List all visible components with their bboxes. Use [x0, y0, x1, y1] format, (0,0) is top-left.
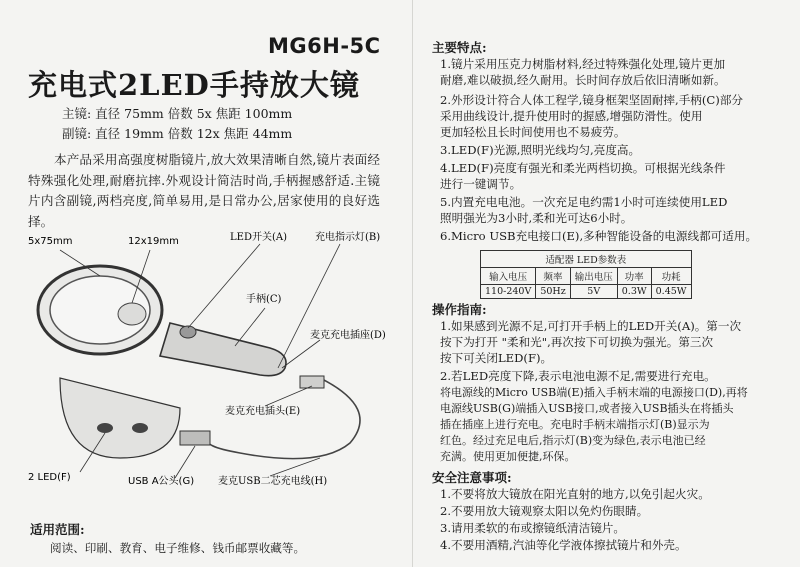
- product-diagram: [20, 228, 410, 518]
- feature-line: 3.LED(F)光源,照明光线均匀,亮度高。: [440, 143, 641, 157]
- feature-line: 照明强光为3小时,柔和光可达6小时。: [440, 211, 633, 225]
- operation-line: 2.若LED亮度下降,表示电池电源不足,需要进行充电。: [440, 369, 716, 383]
- features-heading: 主要特点:: [432, 40, 487, 55]
- label-charge-socket: 麦克充电插座(D): [310, 330, 386, 341]
- operation-line: 1.如果感到光源不足,可打开手柄上的LED开关(A)。第一次: [440, 319, 742, 333]
- operation-heading: 操作指南:: [432, 302, 487, 317]
- safety-line: 3.请用柔软的布或擦镜纸清洁镜片。: [440, 521, 625, 535]
- led-1: [97, 423, 113, 433]
- feature-line: 5.内置充电电池。一次充足电约需1小时可连续使用LED: [440, 195, 728, 209]
- led-parameter-table: [480, 250, 692, 299]
- feature-line: 2.外形设计符合人体工程学,镜身框架坚固耐摔,手柄(C)部分: [440, 93, 744, 107]
- table-header: 功耗: [651, 268, 691, 285]
- table-header: 功率: [617, 268, 651, 285]
- led-2: [132, 423, 148, 433]
- label-led-switch: LED开关(A): [230, 232, 287, 243]
- label-usb-a: USB A公头(G): [128, 476, 195, 487]
- feature-line: 采用曲线设计,提升使用时的握感,增强防滑性。使用: [440, 109, 703, 123]
- operation-line: 将电源线的Micro USB端(E)插入手柄末端的电源接口(D),再将: [440, 386, 748, 399]
- applications-text: 阅读、印刷、教育、电子维修、钱币邮票收藏等。: [50, 541, 306, 555]
- table-caption: 适配器 LED参数表: [481, 251, 692, 268]
- table-cell: 0.45W: [651, 285, 691, 299]
- safety-line: 4.不要用酒精,汽油等化学液体擦拭镜片和外壳。: [440, 538, 687, 552]
- intro-paragraph: 本产品采用高强度树脂镜片,放大效果清晰自然,镜片表面经特殊强化处理,耐磨抗摔.外观设计简洁时尚,手柄握感舒适.主镜片内含副镜,两档亮度,简单易用,是日常办公,居家使用的良好选择。: [28, 152, 380, 229]
- operation-line: 插在插座上进行充电。充电时手柄末端指示灯(B)显示为: [440, 418, 710, 431]
- table-cell: 50Hz: [536, 285, 570, 299]
- feature-line: 6.Micro USB充电接口(E),多种智能设备的电源线都可适用。: [440, 229, 758, 243]
- safety-heading: 安全注意事项:: [432, 470, 512, 485]
- label-charge-plug: 麦克充电插头(E): [225, 406, 301, 417]
- applications-heading: 适用范围:: [30, 522, 85, 537]
- label-sub-lens: 12x19mm: [128, 236, 179, 247]
- charging-cable: [208, 378, 360, 459]
- label-main-lens: 5x75mm: [28, 236, 73, 247]
- table-cell: 0.3W: [617, 285, 651, 299]
- sub-lens: [118, 303, 146, 325]
- feature-line: 更加轻松且长时间使用也不易疲劳。: [440, 125, 626, 139]
- label-cable: 麦克USB二芯充电线(H): [218, 476, 328, 487]
- feature-line: 耐磨,难以破损,经久耐用。长时间存放后依旧清晰如新。: [440, 73, 726, 87]
- operation-line: 按下可关闭LED(F)。: [440, 351, 553, 365]
- usb-a-plug: [180, 431, 210, 445]
- spec-sub-lens: 副镜: 直径 19mm 倍数 12x 焦距 44mm: [62, 126, 293, 141]
- model-number: MG6H-5C: [268, 34, 381, 58]
- table-cell: 5V: [570, 285, 617, 299]
- spec-main-lens: 主镜: 直径 75mm 倍数 5x 焦距 100mm: [62, 106, 293, 121]
- table-header: 输出电压: [570, 268, 617, 285]
- safety-line: 2.不要用放大镜观察太阳以免灼伤眼睛。: [440, 504, 649, 518]
- table-cell: 110-240V: [481, 285, 536, 299]
- feature-line: 进行一键调节。: [440, 177, 522, 191]
- page-fold-line: [412, 0, 413, 567]
- handle-shape: [160, 323, 286, 376]
- product-title: 充电式2LED手持放大镜: [28, 68, 360, 102]
- table-header: 频率: [536, 268, 570, 285]
- operation-line: 按下为打开 "柔和光",再次按下可切换为强光。第三次: [440, 335, 714, 349]
- operation-line: 电源线USB(G)端插入USB接口,或者接入USB插头在将插头: [440, 402, 734, 415]
- feature-line: 4.LED(F)亮度有强光和柔光两档切换。可根据光线条件: [440, 161, 726, 175]
- table-header: 输入电压: [481, 268, 536, 285]
- feature-line: 1.镜片采用压克力树脂材料,经过特殊强化处理,镜片更加: [440, 57, 726, 71]
- label-handle: 手柄(C): [246, 294, 282, 305]
- label-charge-indicator: 充电指示灯(B): [315, 232, 381, 243]
- safety-line: 1.不要将放大镜放在阳光直射的地方,以免引起火灾。: [440, 487, 710, 501]
- operation-line: 充满。使用更加便捷,环保。: [440, 450, 576, 463]
- led-inset-view: [60, 378, 180, 458]
- label-led: 2 LED(F): [28, 472, 71, 483]
- operation-line: 红色。经过充足电后,指示灯(B)变为绿色,表示电池已经: [440, 434, 706, 447]
